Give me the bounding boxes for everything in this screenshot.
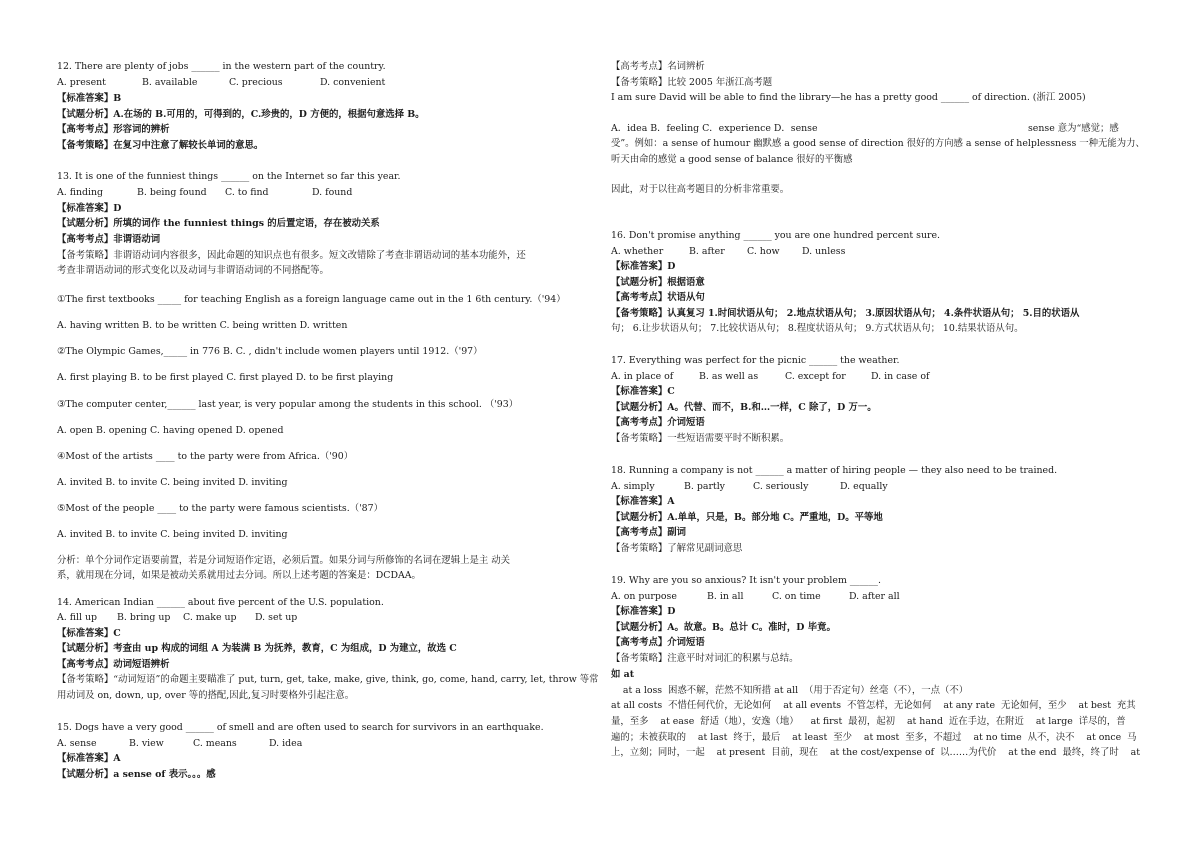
q19-list-line3: 量，至多 at ease 舒适（地），安逸（地） at first 最初，起初 at hand 近在手边，在附近 at large 详尽的，普: [611, 716, 1126, 727]
q14-point: 【高考考点】动词短语辨析: [57, 659, 170, 670]
q18-option-c: C. seriously: [753, 481, 809, 492]
q13-strategy-line2: 考查非谓语动词的形式变化以及动词与非谓语动词的不同搭配等。: [57, 265, 329, 276]
q16-analysis: 【试题分析】根据语意: [611, 277, 705, 288]
q13-point: 【高考考点】非谓语动词: [57, 234, 161, 245]
q13-strategy-line1: 【备考策略】非谓语动词内容很多，因此命题的知识点也有很多。短文改错除了考查非谓语动词的基本功能外，还: [57, 250, 526, 261]
q19-answer: 【标准答案】D: [611, 606, 676, 617]
q16-option-b: B. after: [689, 246, 725, 257]
q15-compare-options: A．idea B．feeling C．experience D．sense: [611, 123, 818, 134]
q13-options: [57, 185, 352, 201]
q13-option-a: A. finding: [57, 187, 104, 198]
q19-example-head: 如 at: [611, 669, 635, 680]
q13-option-c: C. to find: [225, 187, 269, 198]
q13-example-5: ⑤Most of the people ____ to the party were famous scientists.（'87）: [57, 503, 383, 514]
q13-option-d: D. found: [312, 187, 353, 198]
q18-answer: 【标准答案】A: [611, 496, 675, 507]
q17-option-d: D. in case of: [871, 371, 930, 382]
q19-list-line2: at all costs 不惜任何代价，无论如何 at all events 不管怎样，无论如何 at any rate 无论如何，至少 at best 充其: [611, 700, 1136, 711]
q19-list-line1: at a loss 困惑不解，茫然不知所措 at all （用于否定句）丝毫（不），一点（不）: [611, 685, 969, 696]
q16-strategy-line1-text: 【备考策略】认真复习 1.时间状语从句； 2.地点状语从句； 3.原因状语从句； 4.条件状语从句； 5.目的状语从: [611, 308, 1080, 319]
q14-option-c: C. make up: [183, 612, 237, 623]
q19-list-line4: 遍的；未被获取的 at last 终于，最后 at least 至少 at most 至多，不超过 at no time 从不，决不 at once 马: [611, 732, 1137, 743]
q13-note-line2: 系，就用现在分词，如果是被动关系就用过去分词。所以上述考题的答案是：DCDAA。: [57, 570, 421, 581]
q17-option-b: B. as well as: [699, 371, 759, 382]
q14-option-b: B. bring up: [117, 612, 171, 623]
q13-example-3: ③The computer center,______ last year, is very popular among the students in this school. （'93）: [57, 399, 519, 410]
q17-options: [611, 369, 929, 385]
q16-options: [611, 244, 845, 260]
q12-analysis: 【试题分析】A.在场的 B.可用的，可得到的，C.珍贵的，D 方便的，根据句意选择 B。: [57, 109, 425, 120]
q17-option-c: C. except for: [785, 371, 846, 382]
q12-strategy: 【备考策略】在复习中注意了解较长单词的意思。: [57, 140, 264, 151]
q13-example-2: ②The Olympic Games,_____ in 776 B. C. , didn't include women players until 1912.（'97）: [57, 346, 483, 357]
q19-point: 【高考考点】介词短语: [611, 637, 705, 648]
q17-option-a: A. in place of: [611, 371, 674, 382]
q15-sense-line2: 受”。例如：a sense of humour 幽默感 a good sense of direction 很好的方向感 a sense of helplessness 一种无能为力、: [611, 138, 1145, 149]
q12-option-d: D. convenient: [320, 77, 386, 88]
q19-stem: 19. Why are you so anxious? It isn't your problem ______.: [611, 575, 881, 586]
q18-option-b: B. partly: [684, 481, 725, 492]
q13-option-b: B. being found: [137, 187, 207, 198]
q15-compare-example: I am sure David will be able to find the library—he has a pretty good ______ of direction. (浙江 2005): [611, 92, 1086, 103]
q17-answer: 【标准答案】C: [611, 386, 675, 397]
q19-option-a: A. on purpose: [611, 591, 677, 602]
q16-stem: 16. Don't promise anything ______ you are one hundred percent sure.: [611, 230, 940, 241]
q14-strategy-line2: 用动词及 on, down, up, over 等的搭配,因此,复习时要格外引起注意。: [57, 690, 355, 701]
q15-analysis: 【试题分析】a sense of 表示。。。感: [57, 769, 216, 780]
q17-strategy: 【备考策略】一些短语需要平时不断积累。: [611, 433, 790, 444]
q14-strategy-line1: 【备考策略】“动词短语”的命题主要瞄准了 put, turn, get, take, make, give, think, go, come, hand, carry, let, throw 等常: [57, 674, 599, 685]
q14-answer: 【标准答案】C: [57, 628, 121, 639]
q15-sense-line3: 听天由命的感觉 a good sense of balance 很好的平衡感: [611, 154, 853, 165]
q19-list-line5: 上，立刻；同时，一起 at present 目前，现在 at the cost/expense of 以……为代价 at the end 最终，终了时 at: [611, 747, 1141, 758]
q16-option-a: A. whether: [611, 246, 664, 257]
q15-strategy: 【备考策略】比较 2005 年浙江高考题: [611, 77, 773, 88]
q18-stem: 18. Running a company is not ______ a matter of hiring people — they also need to be trained.: [611, 465, 1058, 476]
q16-strategy-line1: [611, 306, 1079, 322]
q18-option-d: D. equally: [840, 481, 888, 492]
q12-option-a: A. present: [57, 77, 106, 88]
q13-example-5-options: A. invited B. to invite C. being invited D. inviting: [57, 529, 288, 540]
q18-strategy: 【备考策略】了解常见副词意思: [611, 543, 743, 554]
q14-stem: 14. American Indian ______ about five percent of the U.S. population.: [57, 597, 384, 608]
q13-example-1-options: A. having written B. to be written C. being written D. written: [57, 320, 348, 331]
q17-point: 【高考考点】介词短语: [611, 417, 705, 428]
q19-option-c: C. on time: [772, 591, 821, 602]
q15-conclusion: 因此，对于以往高考题目的分析非常重要。: [611, 184, 790, 195]
q15-option-d: D. idea: [269, 738, 303, 749]
q15-options: [57, 736, 302, 752]
q15-option-c: C. means: [193, 738, 237, 749]
q14-option-a: A. fill up: [57, 612, 97, 623]
q18-analysis: 【试题分析】A.单单，只是，B。部分地 C。严重地，D。平等地: [611, 512, 883, 523]
q17-analysis: 【试题分析】A。代替、而不，B.和…一样，C 除了，D 万一。: [611, 402, 877, 413]
q19-analysis: 【试题分析】A。故意。B。总计 C。准时，D 毕竟。: [611, 622, 836, 633]
q17-stem: 17. Everything was perfect for the picnic ______ the weather.: [611, 355, 900, 366]
q16-answer: 【标准答案】D: [611, 261, 676, 272]
q16-option-d: D. unless: [802, 246, 846, 257]
q18-option-a: A. simply: [611, 481, 655, 492]
q13-example-4: ④Most of the artists ____ to the party were from Africa.（'90）: [57, 451, 354, 462]
q19-option-d: D. after all: [849, 591, 900, 602]
q14-option-d: D. set up: [255, 612, 298, 623]
q18-point: 【高考考点】副词: [611, 527, 687, 538]
q15-option-b: B. view: [129, 738, 164, 749]
q13-example-4-options: A. invited B. to invite C. being invited D. inviting: [57, 477, 288, 488]
q12-point: 【高考考点】形容词的辨析: [57, 124, 170, 135]
q15-stem: 15. Dogs have a very good ______ of smell and are often used to search for survivors in an earthquake.: [57, 722, 544, 733]
q18-options: [611, 479, 888, 495]
q19-options: [611, 589, 900, 605]
q13-note-line1: 分析：单个分词作定语要前置，若是分词短语作定语，必须后置。如果分词与所修饰的名词在逻辑上是主 动关: [57, 555, 510, 566]
q13-example-3-options: A. open B. opening C. having opened D. opened: [57, 425, 284, 436]
q15-answer: 【标准答案】A: [57, 753, 121, 764]
q14-options: [57, 610, 297, 626]
q12-option-b: B. available: [142, 77, 198, 88]
q13-example-1: ①The first textbooks _____ for teaching English as a foreign language came out in the 1 6th century.（'94）: [57, 294, 566, 305]
q12-stem: 12. There are plenty of jobs ______ in the western part of the country.: [57, 61, 386, 72]
q13-answer: 【标准答案】D: [57, 203, 122, 214]
q15-option-a: A. sense: [57, 738, 97, 749]
q13-example-2-options: A. first playing B. to be first played C. first played D. to be first playing: [57, 372, 394, 383]
q15-point: 【高考考点】名词辨析: [611, 61, 705, 72]
q19-strategy: 【备考策略】注意平时对词汇的积累与总结。: [611, 653, 799, 664]
q15-sense-note: sense 意为“感觉；感: [1028, 123, 1119, 134]
q16-option-c: C. how: [747, 246, 780, 257]
q13-stem: 13. It is one of the funniest things ______ on the Internet so far this year.: [57, 171, 401, 182]
q12-answer: 【标准答案】B: [57, 93, 122, 104]
q16-strategy-line2: 句； 6.让步状语从句； 7.比较状语从句； 8.程度状语从句； 9.方式状语从句； 10.结果状语从句。: [611, 323, 1024, 334]
q13-analysis: 【试题分析】所填的词作 the funniest things 的后置定语，存在被动关系: [57, 218, 380, 229]
q16-point: 【高考考点】状语从句: [611, 292, 705, 303]
q12-options: [57, 75, 385, 91]
q14-analysis: 【试题分析】考查由 up 构成的词组 A 为装满 B 为抚养，教育，C 为组成，D 为建立，故选 C: [57, 643, 457, 654]
q19-option-b: B. in all: [707, 591, 744, 602]
q12-option-c: C. precious: [229, 77, 283, 88]
